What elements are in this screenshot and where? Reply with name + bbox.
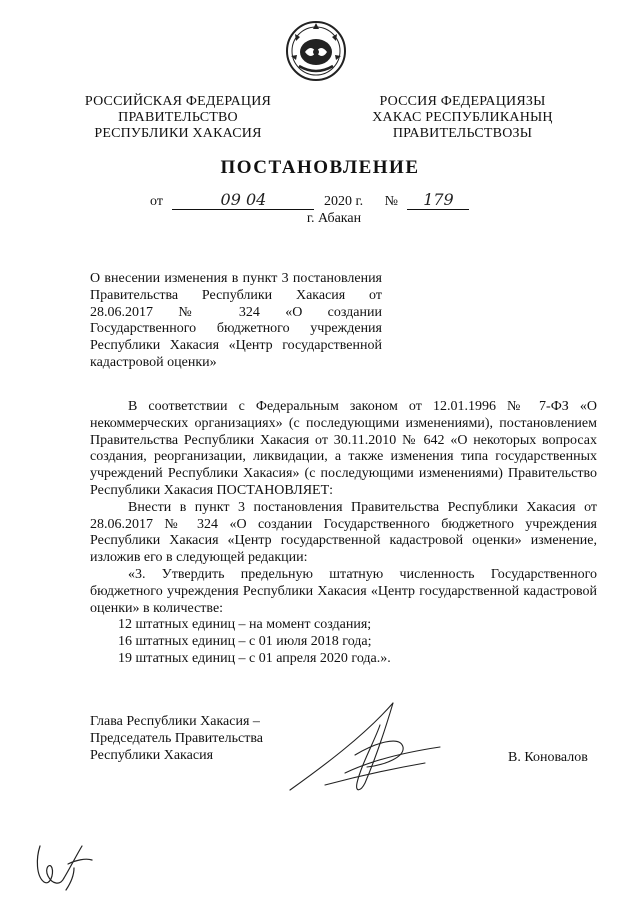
signatory-position: [90, 714, 290, 764]
header-left-line: РЕСПУБЛИКИ ХАКАСИЯ: [94, 126, 262, 141]
date-line: [150, 190, 469, 210]
body-paragraph: Внести в пункт 3 постановления Правительства Республики Хакасия от 28.06.2017 № 324 «О создании Государственного бюджетного учреждения Республики Хакасия «Центр государственной кадастровой оценки» изменение, изложив его в следующей редакции:: [90, 499, 597, 566]
header-right-line: ХАКАС РЕСПУБЛИКАНЫҢ: [372, 110, 553, 125]
handwritten-initials: [30, 838, 95, 893]
header-right-block: [360, 94, 565, 142]
body-paragraph: В соответствии с Федеральным законом от 12.01.1996 № 7-ФЗ «О некоммерческих организациях» (с последующими изменениями), постановлением Правительства Республики Хакасия от 30.11.2010 № 642 «О некоторых вопросах создания, реорганизации, ликвидации, а также изменения типа государственных учреждений Республики Хакасия» (с последующими изменениями) Правительство Республики Хакасия ПОСТАНОВЛЯЕТ:: [90, 399, 597, 498]
document-body: [90, 399, 597, 668]
list-item: 16 штатных единиц – с 01 июля 2018 года;: [118, 634, 372, 650]
coat-of-arms-emblem: [285, 20, 347, 82]
handwritten-number: 179: [423, 190, 454, 209]
number-field: [407, 190, 469, 210]
date-year: 2020 г.: [323, 194, 364, 209]
header-right-line: ПРАВИТЕЛЬСТВОЗЫ: [392, 126, 533, 141]
list-item: 19 штатных единиц – с 01 апреля 2020 года.».: [118, 650, 391, 666]
header-left-line: РОССИЙСКАЯ ФЕДЕРАЦИЯ: [84, 94, 272, 109]
number-sign: №: [384, 194, 398, 209]
body-paragraph: «3. Утвердить предельную штатную численность Государственного бюджетного учреждения Республики Хакасия «Центр государственной кадастровой оценки» в количестве:: [90, 566, 597, 616]
signatory-position-line: Глава Республики Хакасия –: [90, 714, 260, 729]
city-name: г. Абакан: [306, 211, 362, 226]
date-prefix: от: [150, 194, 163, 209]
signatory-position-line: Председатель Правительства: [90, 730, 263, 746]
date-field: [172, 190, 314, 210]
document-title: ПОСТАНОВЛЕНИЕ: [220, 157, 420, 178]
handwritten-date: 09 04: [220, 190, 267, 209]
document-subject: О внесении изменения в пункт 3 постановления Правительства Республики Хакасия от 28.06.2017 № 324 «О создании Государственного бюджетного учреждения Республики Хакасия «Центр государственной кадастровой оценки»: [90, 271, 382, 370]
signatory-position-line: Республики Хакасия: [90, 747, 214, 763]
header-right-line: РОССИЯ ФЕДЕРАЦИЯЗЫ: [379, 94, 546, 109]
header-left-block: [78, 94, 278, 142]
header-left-line: ПРАВИТЕЛЬСТВО: [118, 110, 238, 125]
handwritten-signature: [285, 695, 445, 800]
list-item: 12 штатных единиц – на момент создания;: [118, 617, 372, 633]
signatory-name: В. Коновалов: [508, 750, 588, 765]
